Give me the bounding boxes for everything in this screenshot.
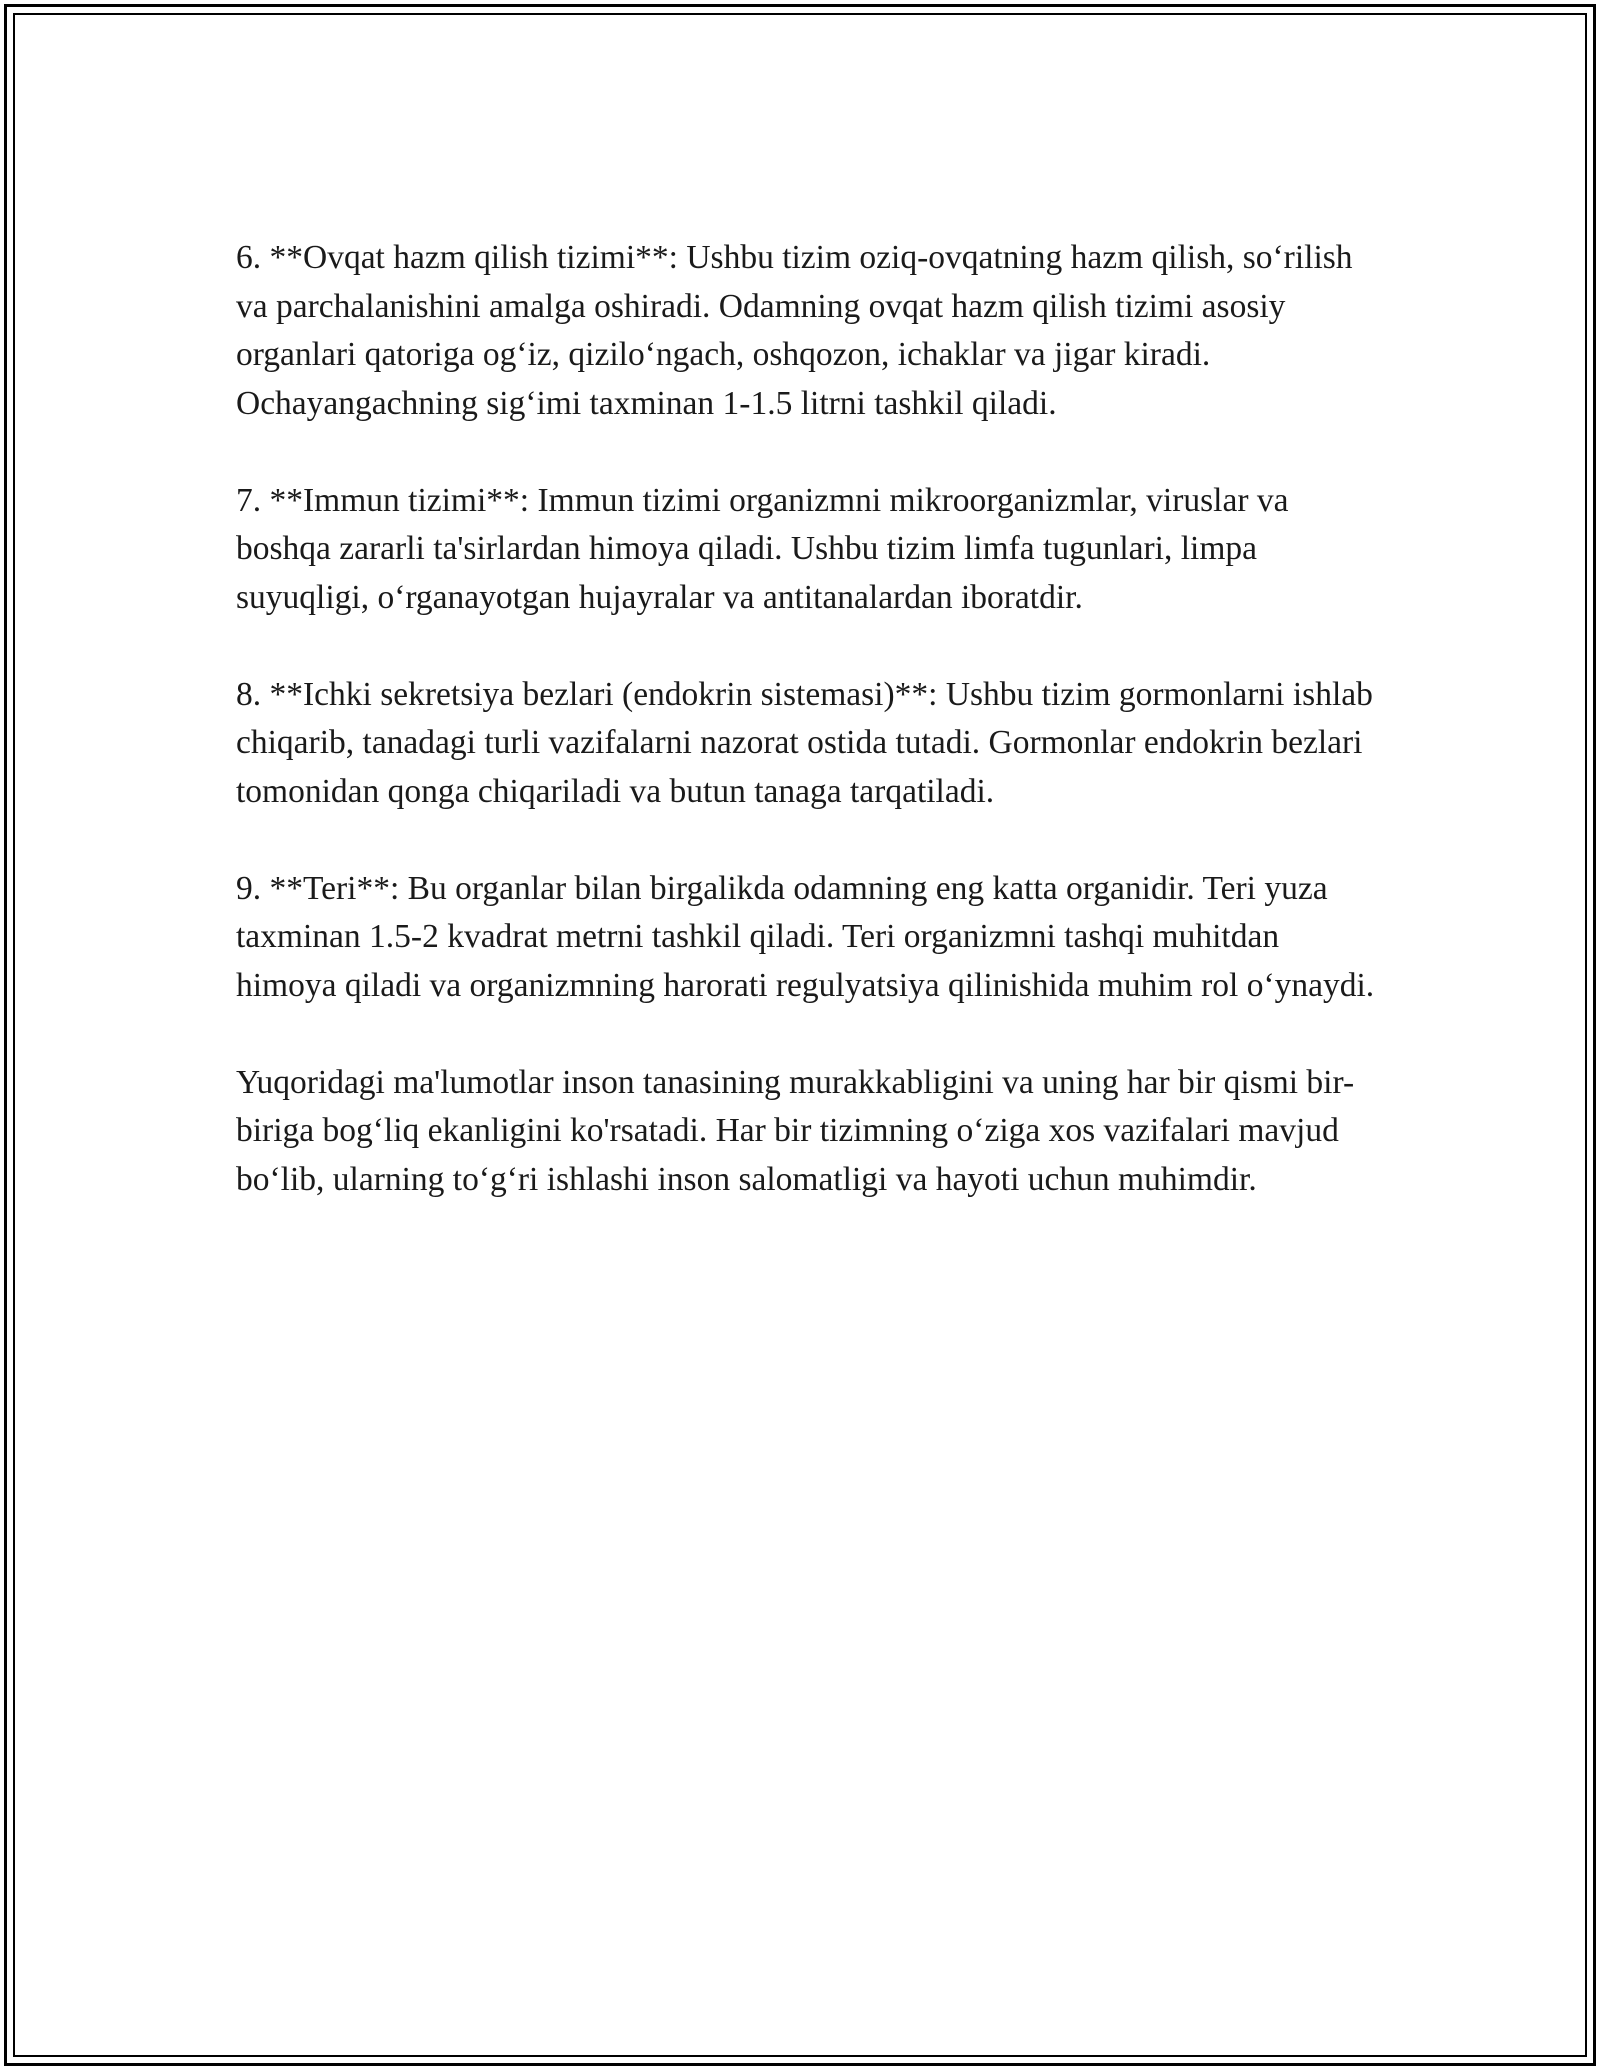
paragraph-conclusion: Yuqoridagi ma'lumotlar inson tanasining murakkabligini va uning har bir qismi bir-biriga bog‘liq ekanligini ko'rsatadi. Har bir tizimning o‘ziga xos vazifalari mavjud bo‘lib, ularning to‘g‘ri ishlashi inson salomatligi va hayoti uchun muhimdir. bbox=[236, 1063, 1355, 1198]
paragraph-skin: 9. **Teri**: Bu organlar bilan birgalikda odamning eng katta organidir. Teri yuza taxminan 1.5-2 kvadrat metrni tashkil qiladi. Teri organizmni tashqi muhitdan himoya qiladi va organizmning harorati regulyatsiya qilinishida muhim rol o‘ynaydi. bbox=[236, 869, 1375, 1004]
paragraph-digestive-system: 6. **Ovqat hazm qilish tizimi**: Ushbu tizim oziq-ovqatning hazm qilish, so‘rilish va parchalanishini amalga oshiradi. Odamning ovqat hazm qilish tizimi asosiy organlari qatoriga og‘iz, qizilo‘ngach, oshqozon, ichaklar va jigar kiradi. Ochayangachning sig‘imi taxminan 1-1.5 litrni tashkil qiladi. bbox=[236, 239, 1353, 422]
paragraph-endocrine-system: 8. **Ichki sekretsiya bezlari (endokrin sistemasi)**: Ushbu tizim gormonlarni ishlab chiqarib, tanadagi turli vazifalarni nazorat ostida tutadi. Gormonlar endokrin bezlari tomonidan qonga chiqariladi va butun tanaga tarqatiladi. bbox=[236, 675, 1373, 810]
document-body bbox=[236, 234, 1386, 1253]
paragraph-immune-system: 7. **Immun tizimi**: Immun tizimi organizmni mikroorganizmlar, viruslar va boshqa zararli ta'sirlardan himoya qiladi. Ushbu tizim limfa tugunlari, limpa suyuqligi, o‘rganayotgan hujayralar va antitanalardan iboratdir. bbox=[236, 481, 1289, 616]
